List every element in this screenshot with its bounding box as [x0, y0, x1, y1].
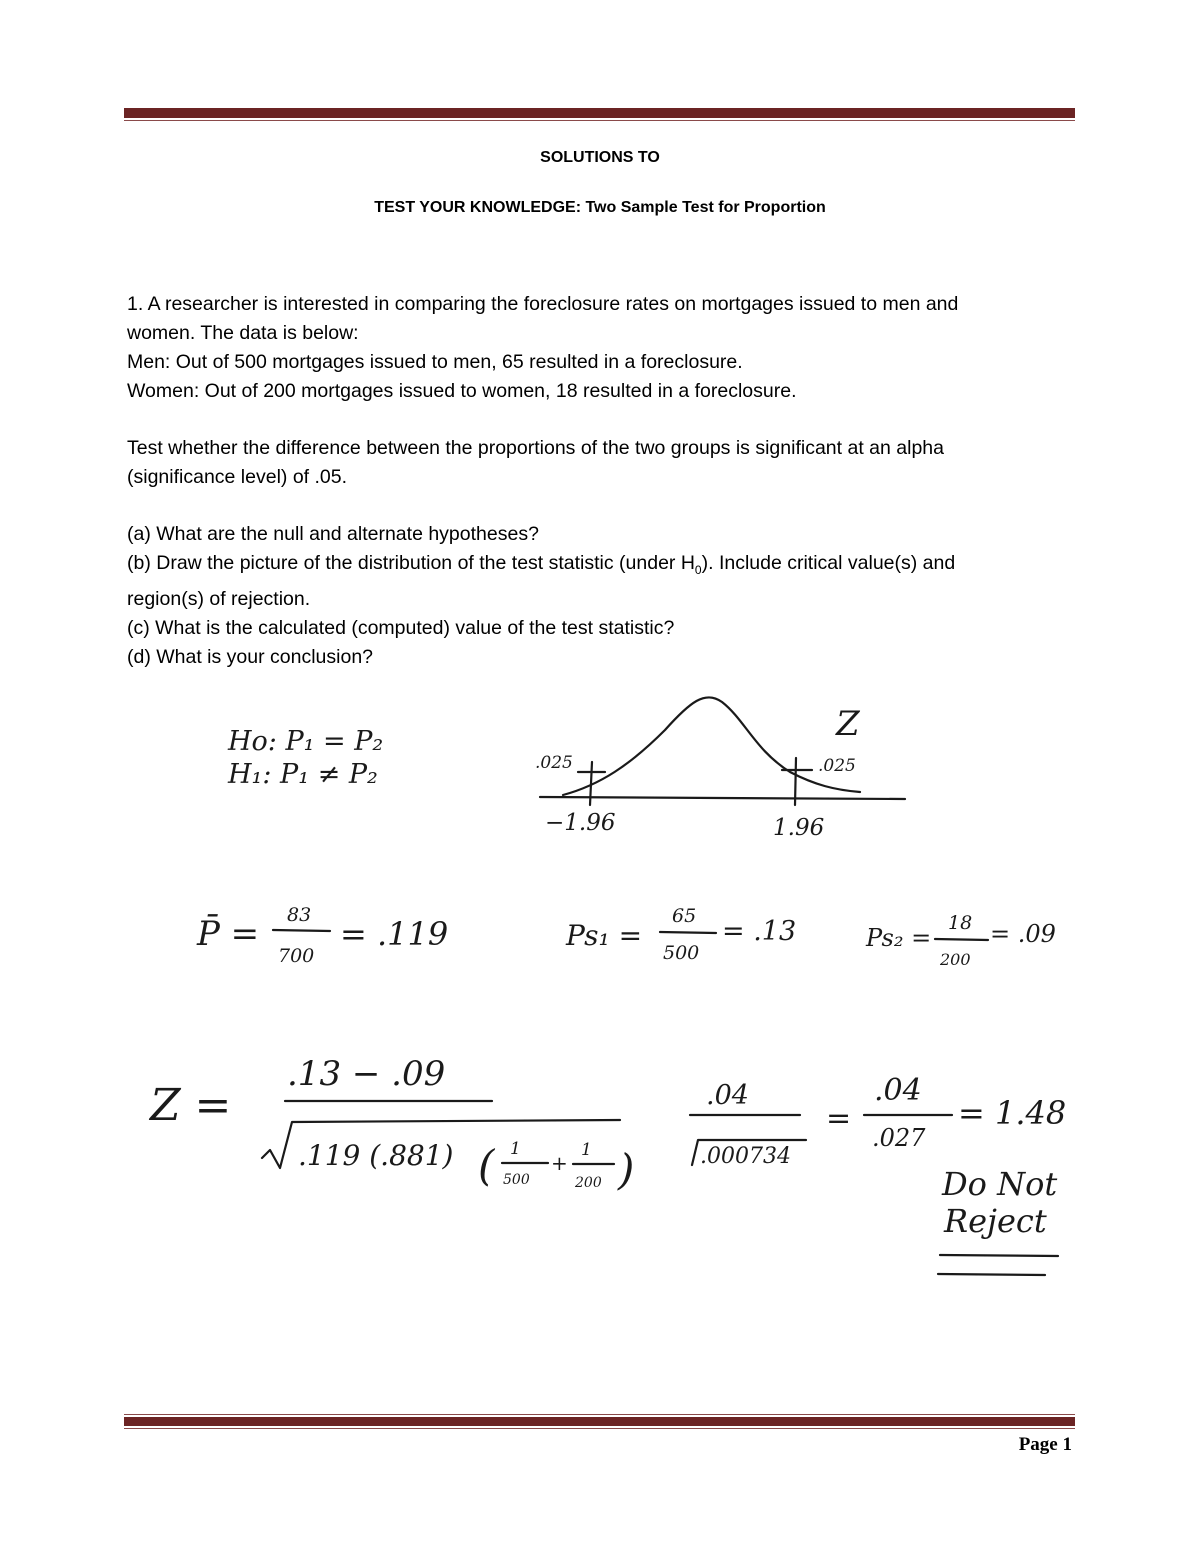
right-critical-tick — [795, 758, 796, 805]
z-lhs: Z = — [150, 1080, 232, 1131]
ps1-numerator: 65 — [672, 905, 697, 927]
pbar-fraction-bar — [273, 930, 330, 931]
null-hypothesis: Ho: P₁ = P₂ — [228, 726, 384, 757]
z-plus: + — [551, 1151, 568, 1175]
alternate-hypothesis: H₁: P₁ ≠ P₂ — [228, 759, 378, 790]
task-line-1: Test whether the difference between the proportions of the two groups is significant at an alpha — [127, 437, 944, 459]
ps1-lhs: Ps₁ = — [566, 919, 643, 952]
footer-rule-thin-top — [124, 1414, 1075, 1415]
step3-numerator: .04 — [874, 1073, 922, 1108]
problem-line-men: Men: Out of 500 mortgages issued to men, 65 resulted in a foreclosure. — [127, 351, 743, 373]
curve-baseline — [540, 797, 905, 799]
conclusion-underline-2 — [938, 1274, 1045, 1275]
right-tail-alpha: .025 — [818, 756, 856, 776]
normal-curve — [563, 697, 860, 795]
conclusion-line-2: Reject — [944, 1202, 1047, 1240]
problem-line-women: Women: Out of 200 mortgages issued to women, 18 resulted in a foreclosure. — [127, 380, 797, 402]
step2-denominator: .000734 — [700, 1144, 791, 1169]
step3-result: = 1.48 — [958, 1094, 1067, 1132]
task-line-2: (significance level) of .05. — [127, 466, 348, 488]
left-critical-tick — [590, 762, 592, 805]
left-critical-value: −1.96 — [545, 810, 616, 836]
title-line-1: SOLUTIONS TO — [540, 149, 660, 166]
ps1-result: = .13 — [722, 916, 797, 947]
title-line-2: TEST YOUR KNOWLEDGE: Two Sample Test for Proportion — [374, 199, 826, 216]
conclusion-line-1: Do Not — [942, 1165, 1058, 1203]
z-frac-200: 200 — [575, 1175, 602, 1191]
ps1-fraction-bar — [660, 932, 716, 933]
z-paren-open: ( — [478, 1141, 495, 1190]
z-frac-one-a: 1 — [510, 1139, 521, 1159]
pbar-lhs: P̄ = — [197, 914, 260, 954]
question-b: (b) Draw the picture of the distribution of the test statistic (under $H_0$). Include critical value(s) and — [127, 552, 956, 577]
question-b-line-2: region(s) of rejection. — [127, 587, 311, 610]
question-a: (a) What are the null and alternate hypotheses? — [127, 523, 539, 545]
ps2-denominator: 200 — [940, 950, 971, 969]
footer-rule-thin-bottom — [124, 1428, 1075, 1429]
pbar-numerator: 83 — [287, 904, 312, 926]
left-tail-alpha: .025 — [535, 753, 573, 773]
question-c: (c) What is the calculated (computed) value of the test statistic? — [127, 616, 675, 639]
step3-denominator: .027 — [872, 1124, 926, 1152]
pbar-denominator: 700 — [278, 945, 315, 967]
problem-line-2: women. The data is below: — [127, 322, 359, 344]
ps1-denominator: 500 — [663, 942, 700, 964]
z-paren-close: ) — [618, 1145, 635, 1194]
ps2-lhs: Ps₂ = — [866, 924, 932, 952]
page-number: Page 1 — [1018, 1434, 1072, 1455]
right-critical-value: 1.96 — [773, 815, 825, 841]
step2-numerator: .04 — [706, 1080, 749, 1111]
ps2-numerator: 18 — [948, 912, 973, 934]
footer-rule — [124, 1417, 1075, 1426]
question-d: (d) What is your conclusion? — [127, 645, 374, 668]
problem-line-1: 1. A researcher is interested in comparing the foreclosure rates on mortgages issued to men and — [127, 293, 959, 315]
z-frac-500: 500 — [503, 1172, 530, 1188]
conclusion-underline-1 — [940, 1255, 1058, 1256]
ps2-fraction-bar — [935, 939, 988, 940]
z-frac-one-b: 1 — [581, 1140, 592, 1160]
z-numerator: .13 − .09 — [287, 1054, 446, 1094]
z-denominator-a: .119 (.881) — [298, 1139, 454, 1172]
ps2-result: = .09 — [990, 920, 1056, 948]
z-distribution-label: Z — [836, 704, 860, 744]
pbar-result: = .119 — [340, 915, 449, 953]
step2-equals: = — [826, 1101, 852, 1136]
